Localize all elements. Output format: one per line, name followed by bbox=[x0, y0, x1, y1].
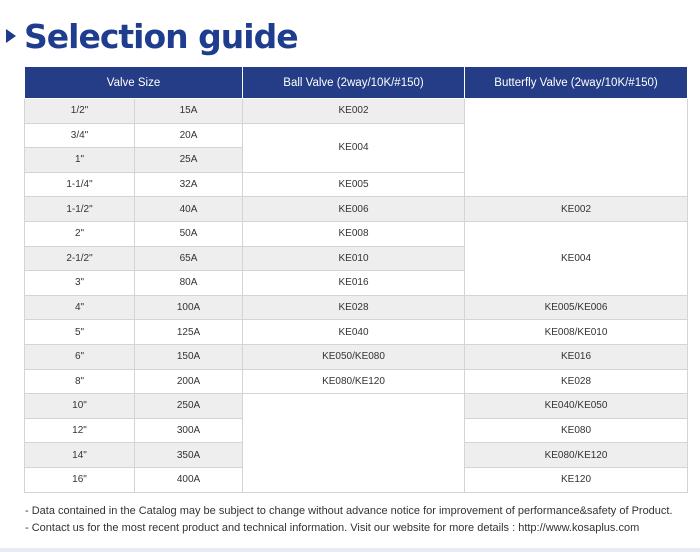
bottom-divider bbox=[0, 548, 700, 552]
page-title: Selection guide bbox=[24, 16, 298, 56]
size-a: 150A bbox=[135, 344, 243, 369]
ball-valve-model: KE008 bbox=[243, 221, 465, 246]
size-a: 80A bbox=[135, 271, 243, 296]
ball-valve-model: KE050/KE080 bbox=[243, 344, 465, 369]
size-inch: 4" bbox=[25, 295, 135, 320]
size-a: 100A bbox=[135, 295, 243, 320]
butterfly-valve-model: KE016 bbox=[465, 344, 688, 369]
size-a: 250A bbox=[135, 394, 243, 419]
header-ball-valve: Ball Valve (2way/10K/#150) bbox=[243, 67, 465, 99]
size-inch: 16" bbox=[25, 467, 135, 492]
size-inch: 14" bbox=[25, 443, 135, 468]
size-inch: 8" bbox=[25, 369, 135, 394]
footnote-contact: - Contact us for the most recent product and technical information. Visit our website for more details : http://www.kosaplus.com bbox=[25, 522, 640, 534]
size-inch: 1-1/4" bbox=[25, 172, 135, 197]
size-inch: 5" bbox=[25, 320, 135, 345]
size-inch: 3" bbox=[25, 271, 135, 296]
header-valve-size: Valve Size bbox=[25, 67, 243, 99]
ball-valve-model: KE016 bbox=[243, 271, 465, 296]
ball-valve-model: KE080/KE120 bbox=[243, 369, 465, 394]
table-row bbox=[25, 221, 688, 246]
ball-valve-model: KE010 bbox=[243, 246, 465, 271]
size-inch: 2-1/2" bbox=[25, 246, 135, 271]
table-row bbox=[25, 99, 688, 124]
size-a: 400A bbox=[135, 467, 243, 492]
ball-valve-model: KE002 bbox=[243, 99, 465, 124]
butterfly-valve-model: KE040/KE050 bbox=[465, 394, 688, 419]
size-inch: 3/4" bbox=[25, 123, 135, 148]
butterfly-valve-model: KE028 bbox=[465, 369, 688, 394]
size-inch: 2" bbox=[25, 221, 135, 246]
table-row bbox=[25, 344, 688, 369]
footnotes bbox=[25, 503, 673, 537]
butterfly-valve-model: KE080 bbox=[465, 418, 688, 443]
size-inch: 6" bbox=[25, 344, 135, 369]
size-a: 65A bbox=[135, 246, 243, 271]
title-bar bbox=[0, 14, 298, 58]
table-row bbox=[25, 197, 688, 222]
table-row bbox=[25, 394, 688, 419]
size-a: 32A bbox=[135, 172, 243, 197]
ball-valve-model: KE040 bbox=[243, 320, 465, 345]
table-row bbox=[25, 320, 688, 345]
size-inch: 1-1/2" bbox=[25, 197, 135, 222]
butterfly-empty bbox=[465, 99, 688, 197]
size-inch: 1/2" bbox=[25, 99, 135, 124]
size-a: 15A bbox=[135, 99, 243, 124]
ball-valve-model: KE004 bbox=[243, 123, 465, 172]
butterfly-valve-model: KE120 bbox=[465, 467, 688, 492]
size-inch: 1" bbox=[25, 148, 135, 173]
size-inch: 12" bbox=[25, 418, 135, 443]
ball-valve-model: KE006 bbox=[243, 197, 465, 222]
table-row bbox=[25, 295, 688, 320]
footnote-disclaimer: - Data contained in the Catalog may be subject to change without advance notice for improvement of performance&safety of Product. bbox=[25, 505, 673, 517]
table-header-row bbox=[25, 67, 688, 99]
table-row bbox=[25, 369, 688, 394]
size-a: 25A bbox=[135, 148, 243, 173]
butterfly-valve-model: KE008/KE010 bbox=[465, 320, 688, 345]
selection-table bbox=[24, 66, 688, 493]
size-a: 200A bbox=[135, 369, 243, 394]
size-a: 350A bbox=[135, 443, 243, 468]
size-a: 300A bbox=[135, 418, 243, 443]
size-a: 40A bbox=[135, 197, 243, 222]
butterfly-valve-model: KE005/KE006 bbox=[465, 295, 688, 320]
size-a: 125A bbox=[135, 320, 243, 345]
size-a: 20A bbox=[135, 123, 243, 148]
butterfly-valve-model: KE002 bbox=[465, 197, 688, 222]
butterfly-valve-model: KE080/KE120 bbox=[465, 443, 688, 468]
butterfly-valve-model: KE004 bbox=[465, 221, 688, 295]
ball-valve-model: KE028 bbox=[243, 295, 465, 320]
arrow-right-icon bbox=[6, 29, 16, 43]
header-butterfly-valve: Butterfly Valve (2way/10K/#150) bbox=[465, 67, 688, 99]
size-a: 50A bbox=[135, 221, 243, 246]
ball-valve-empty bbox=[243, 394, 465, 492]
size-inch: 10" bbox=[25, 394, 135, 419]
ball-valve-model: KE005 bbox=[243, 172, 465, 197]
